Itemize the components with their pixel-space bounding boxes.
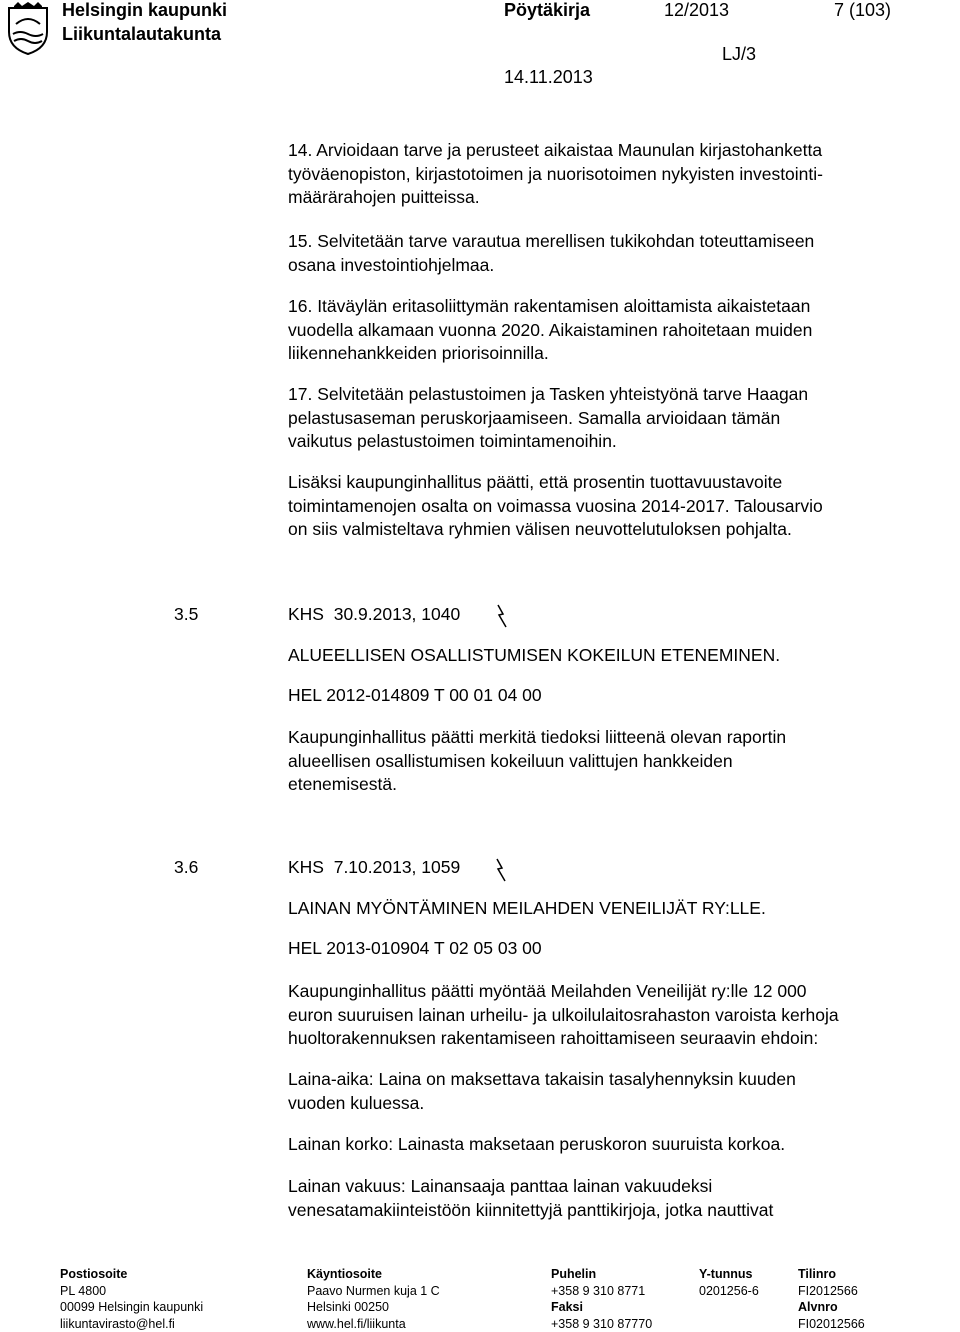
footer-email[interactable]: liikuntavirasto@hel.fi bbox=[60, 1316, 175, 1331]
section-title: ALUEELLISEN OSALLISTUMISEN KOKEILUN ETENEMINEN. bbox=[288, 645, 781, 665]
case-reference: HEL 2012-014809 T 00 01 04 00 bbox=[288, 685, 542, 705]
section-number: 3.6 bbox=[174, 857, 199, 877]
org-unit: Liikuntalautakunta bbox=[62, 24, 222, 44]
loan-interest-paragraph: Lainan korko: Lainasta maksetaan peruskoron suuruista korkoa. bbox=[288, 1134, 786, 1154]
item-14: 14. Arvioidaan tarve ja perusteet aikaistaa Maunulan kirjastohanketta työväenopiston, kirjastotoimen ja nuorisotoimen nykyisten investointi- määrärahojen puitteissa. bbox=[288, 140, 823, 207]
footer-business-id: Y-tunnus 0201256-6 bbox=[699, 1267, 759, 1298]
footer-postal: Postiosoite PL 4800 00099 Helsingin kaupunki liikuntavirasto@hel.fi bbox=[60, 1267, 204, 1331]
doc-number: 12/2013 bbox=[664, 0, 730, 20]
section-title: LAINAN MYÖNTÄMINEN MEILAHDEN VENEILIJÄT RY:LLE. bbox=[288, 898, 766, 918]
footer-phone: Puhelin +358 9 310 8771 Faksi +358 9 310 87770 bbox=[551, 1267, 653, 1331]
footer-visiting: Käyntiosoite Paavo Nurmen kuja 1 C Helsinki 00250 www.hel.fi/liikunta bbox=[307, 1267, 440, 1331]
section-paragraph: Kaupunginhallitus päätti myöntää Meilahden Veneilijät ry:lle 12 000 euron suuruisen lainan urheilu- ja ulkoilulaitosrahaston varoista kerhoja huoltorakennuksen rakentamiseen rahoittamiseen seuraavin ehdoin: bbox=[288, 981, 839, 1048]
section-paragraph: Kaupunginhallitus päätti merkitä tiedoksi liitteenä olevan raportin alueellisen osallistumisen kokeiluun valittujen hankkeiden etenemisestä. bbox=[288, 727, 787, 794]
coat-of-arms-logo bbox=[6, 2, 50, 56]
footer-website[interactable]: www.hel.fi/liikunta bbox=[307, 1316, 406, 1331]
item-17: 17. Selvitetään pelastustoimen ja Tasken yhteistyönä tarve Haagan pelastusaseman peruskorjaamiseen. Samalla arvioidaan tämän vaikutus pelastustoimen toimintamenoihin. bbox=[288, 384, 809, 451]
loan-security-paragraph: Lainan vakuus: Lainansaaja panttaa lainan vakuudeksi venesatamakiinteistöön kiinnitettyjä panttikirjoja, jotka nauttivat bbox=[288, 1176, 774, 1220]
doc-type: Pöytäkirja bbox=[504, 0, 591, 20]
footer-account: Tilinro FI2012566 Alvnro FI02012566 bbox=[798, 1267, 865, 1331]
loan-term-paragraph: Laina-aika: Laina on maksettava takaisin tasalyhennyksin kuuden vuoden kuluessa. bbox=[288, 1069, 796, 1113]
section-code: LJ/3 bbox=[722, 44, 757, 64]
page-number: 7 (103) bbox=[834, 0, 892, 20]
case-reference: HEL 2013-010904 T 02 05 03 00 bbox=[288, 938, 542, 958]
meeting-date: 14.11.2013 bbox=[504, 67, 593, 87]
item-16: 16. Itäväylän eritasoliittymän rakentamisen aloittamista aikaistetaan vuodella alkamaan vuonna 2020. Aikaistaminen rahoitetaan muiden liikennehankkeiden priorisoinnilla. bbox=[288, 296, 813, 363]
closing-paragraph: Lisäksi kaupunginhallitus päätti, että prosentin tuottavuustavoite toimintamenojen osalta on voimassa vuosina 2014-2017. Talousarvio on siis valmisteltava ryhmien välisen neuvottelutuloksen pohjalta. bbox=[288, 472, 823, 539]
org-name: Helsingin kaupunki bbox=[62, 0, 228, 20]
link-marker-icon[interactable] bbox=[495, 603, 509, 629]
link-marker-icon[interactable] bbox=[494, 857, 508, 883]
meeting-reference: KHS 7.10.2013, 1059 bbox=[288, 857, 461, 877]
section-number: 3.5 bbox=[174, 604, 199, 624]
item-15: 15. Selvitetään tarve varautua merellisen tukikohdan toteuttamiseen osana investointiohjelmaa. bbox=[288, 231, 815, 275]
meeting-reference: KHS 30.9.2013, 1040 bbox=[288, 604, 461, 624]
